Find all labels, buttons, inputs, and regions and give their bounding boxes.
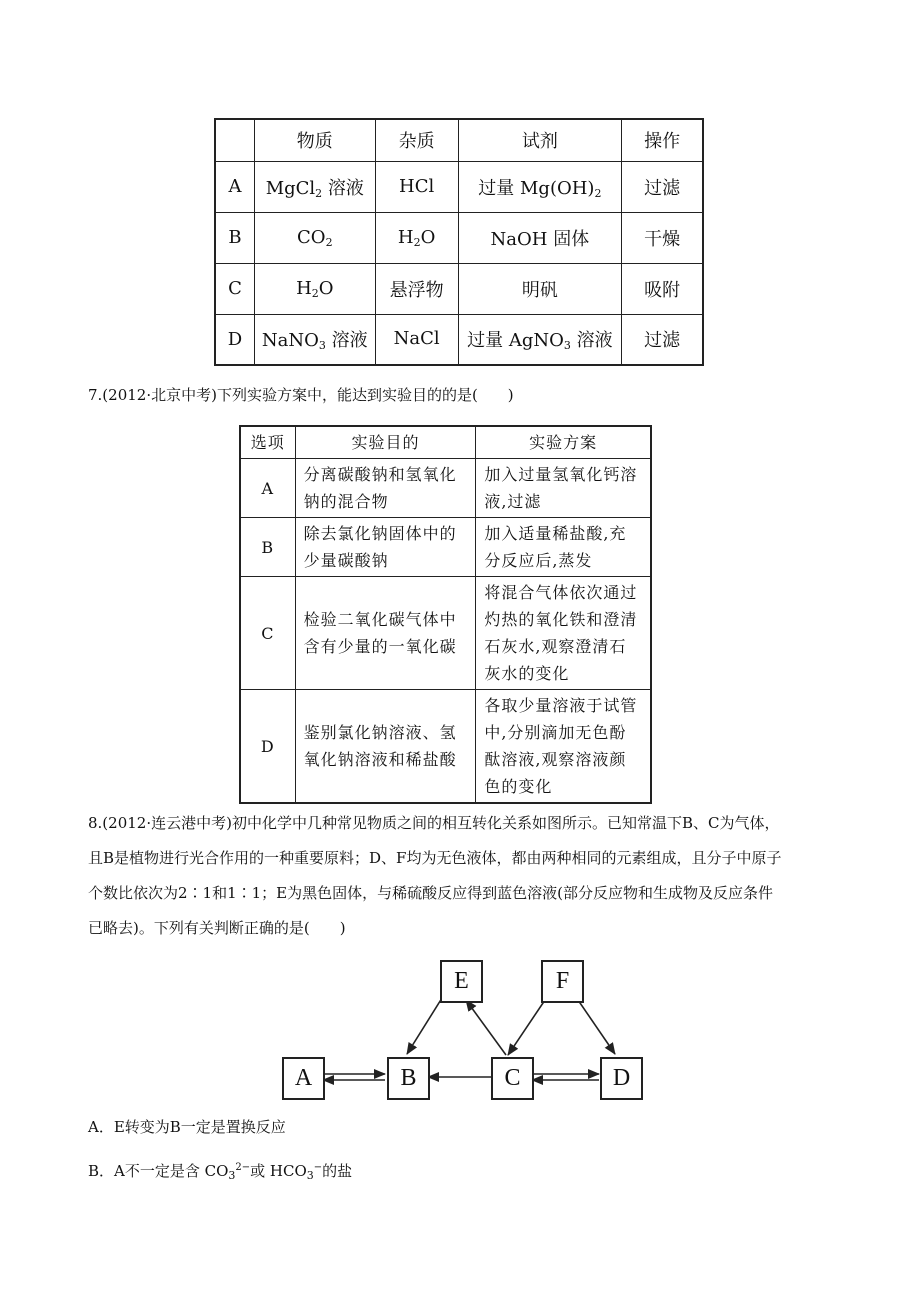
question-8-line: 个数比依次为2∶1和1∶1；E为黑色固体，与稀硫酸反应得到蓝色溶液(部分反应物和生成物及反应条件 bbox=[88, 884, 773, 902]
header-cell bbox=[215, 119, 254, 161]
goal-cell: 分离碳酸钠和氢氧化钠的混合物 bbox=[295, 459, 476, 518]
node-f: F bbox=[541, 960, 584, 1003]
table-row bbox=[240, 518, 651, 577]
goal-cell: 检验二氧化碳气体中含有少量的一氧化碳 bbox=[295, 577, 476, 690]
goal-cell: 除去氯化钠固体中的少量碳酸钠 bbox=[295, 518, 476, 577]
table-row bbox=[240, 690, 651, 804]
table-row bbox=[215, 263, 703, 314]
question-7-text: 7.(2012·北京中考)下列实验方案中，能达到实验目的的是( ) bbox=[88, 386, 514, 404]
impurity-cell: 悬浮物 bbox=[375, 263, 458, 314]
reagent-cell: 过量 $Mg(OH)_2$ bbox=[458, 161, 622, 212]
table-row bbox=[215, 314, 703, 365]
substance-cell: NaNO$_3$ 溶液 bbox=[254, 314, 375, 365]
node-e: E bbox=[440, 960, 483, 1003]
reagent-cell: 明矾 bbox=[458, 263, 622, 314]
header-cell: 实验目的 bbox=[295, 426, 476, 459]
reagent-cell: 过量 AgNO$_3$ 溶液 bbox=[458, 314, 622, 365]
substance-cell: $H_2O$ bbox=[254, 263, 375, 314]
plan-cell: 加入过量氢氧化钙溶液,过滤 bbox=[476, 459, 651, 518]
row-label: A bbox=[215, 161, 254, 212]
row-label: B bbox=[215, 212, 254, 263]
plan-cell: 各取少量溶液于试管中,分别滴加无色酚酞溶液,观察溶液颜色的变化 bbox=[476, 690, 651, 804]
plan-cell: 将混合气体依次通过灼热的氧化铁和澄清石灰水,观察澄清石灰水的变化 bbox=[476, 577, 651, 690]
impurity-cell: HCl bbox=[375, 161, 458, 212]
header-cell: 选项 bbox=[240, 426, 295, 459]
table-header-row bbox=[240, 426, 651, 459]
node-a: A bbox=[282, 1057, 325, 1100]
substance-cell: MgCl$_2$ 溶液 bbox=[254, 161, 375, 212]
node-b: B bbox=[387, 1057, 430, 1100]
reagent-cell: NaOH 固体 bbox=[458, 212, 622, 263]
table-row bbox=[215, 212, 703, 263]
row-label: C bbox=[240, 577, 295, 690]
table-header-row bbox=[215, 119, 703, 161]
header-cell: 物质 bbox=[254, 119, 375, 161]
operation-cell: 过滤 bbox=[622, 314, 703, 365]
arrow-f-to-d bbox=[578, 1000, 615, 1054]
row-label: A bbox=[240, 459, 295, 518]
table-row bbox=[240, 577, 651, 690]
question-8-line: 且B是植物进行光合作用的一种重要原料；D、F均为无色液体，都由两种相同的元素组成，且分子中原子 bbox=[88, 849, 782, 867]
experiment-table bbox=[239, 425, 652, 804]
option-a: A．E转变为B一定是置换反应 bbox=[88, 1118, 286, 1136]
operation-cell: 过滤 bbox=[622, 161, 703, 212]
row-label: D bbox=[240, 690, 295, 804]
operation-cell: 干燥 bbox=[622, 212, 703, 263]
arrow-f-to-c bbox=[508, 1000, 545, 1055]
header-cell: 试剂 bbox=[458, 119, 622, 161]
row-label: D bbox=[215, 314, 254, 365]
arrow-c-to-e bbox=[466, 1000, 506, 1055]
node-d: D bbox=[600, 1057, 643, 1100]
header-cell: 实验方案 bbox=[476, 426, 651, 459]
table-row bbox=[215, 161, 703, 212]
arrow-e-to-b bbox=[407, 998, 442, 1054]
impurity-cell: NaCl bbox=[375, 314, 458, 365]
substance-impurity-table bbox=[214, 118, 704, 366]
impurity-cell: $H_2O$ bbox=[375, 212, 458, 263]
row-label: B bbox=[240, 518, 295, 577]
goal-cell: 鉴别氯化钠溶液、氢氧化钠溶液和稀盐酸 bbox=[295, 690, 476, 804]
node-c: C bbox=[491, 1057, 534, 1100]
operation-cell: 吸附 bbox=[622, 263, 703, 314]
table-row bbox=[240, 459, 651, 518]
question-8-line: 8.(2012·连云港中考)初中化学中几种常见物质之间的相互转化关系如图所示。已知常温下B、C为气体， bbox=[88, 814, 780, 832]
conversion-diagram bbox=[270, 960, 650, 1110]
substance-cell: $CO_2$ bbox=[254, 212, 375, 263]
row-label: C bbox=[215, 263, 254, 314]
plan-cell: 加入适量稀盐酸,充分反应后,蒸发 bbox=[476, 518, 651, 577]
option-b: B．A不一定是含 $CO_3^{2-}$或 $HCO_3^-$的盐 bbox=[88, 1162, 353, 1182]
header-cell: 杂质 bbox=[375, 119, 458, 161]
header-cell: 操作 bbox=[622, 119, 703, 161]
question-8-line: 已略去)。下列有关判断正确的是( ) bbox=[88, 919, 346, 937]
question-8-text bbox=[88, 806, 848, 946]
